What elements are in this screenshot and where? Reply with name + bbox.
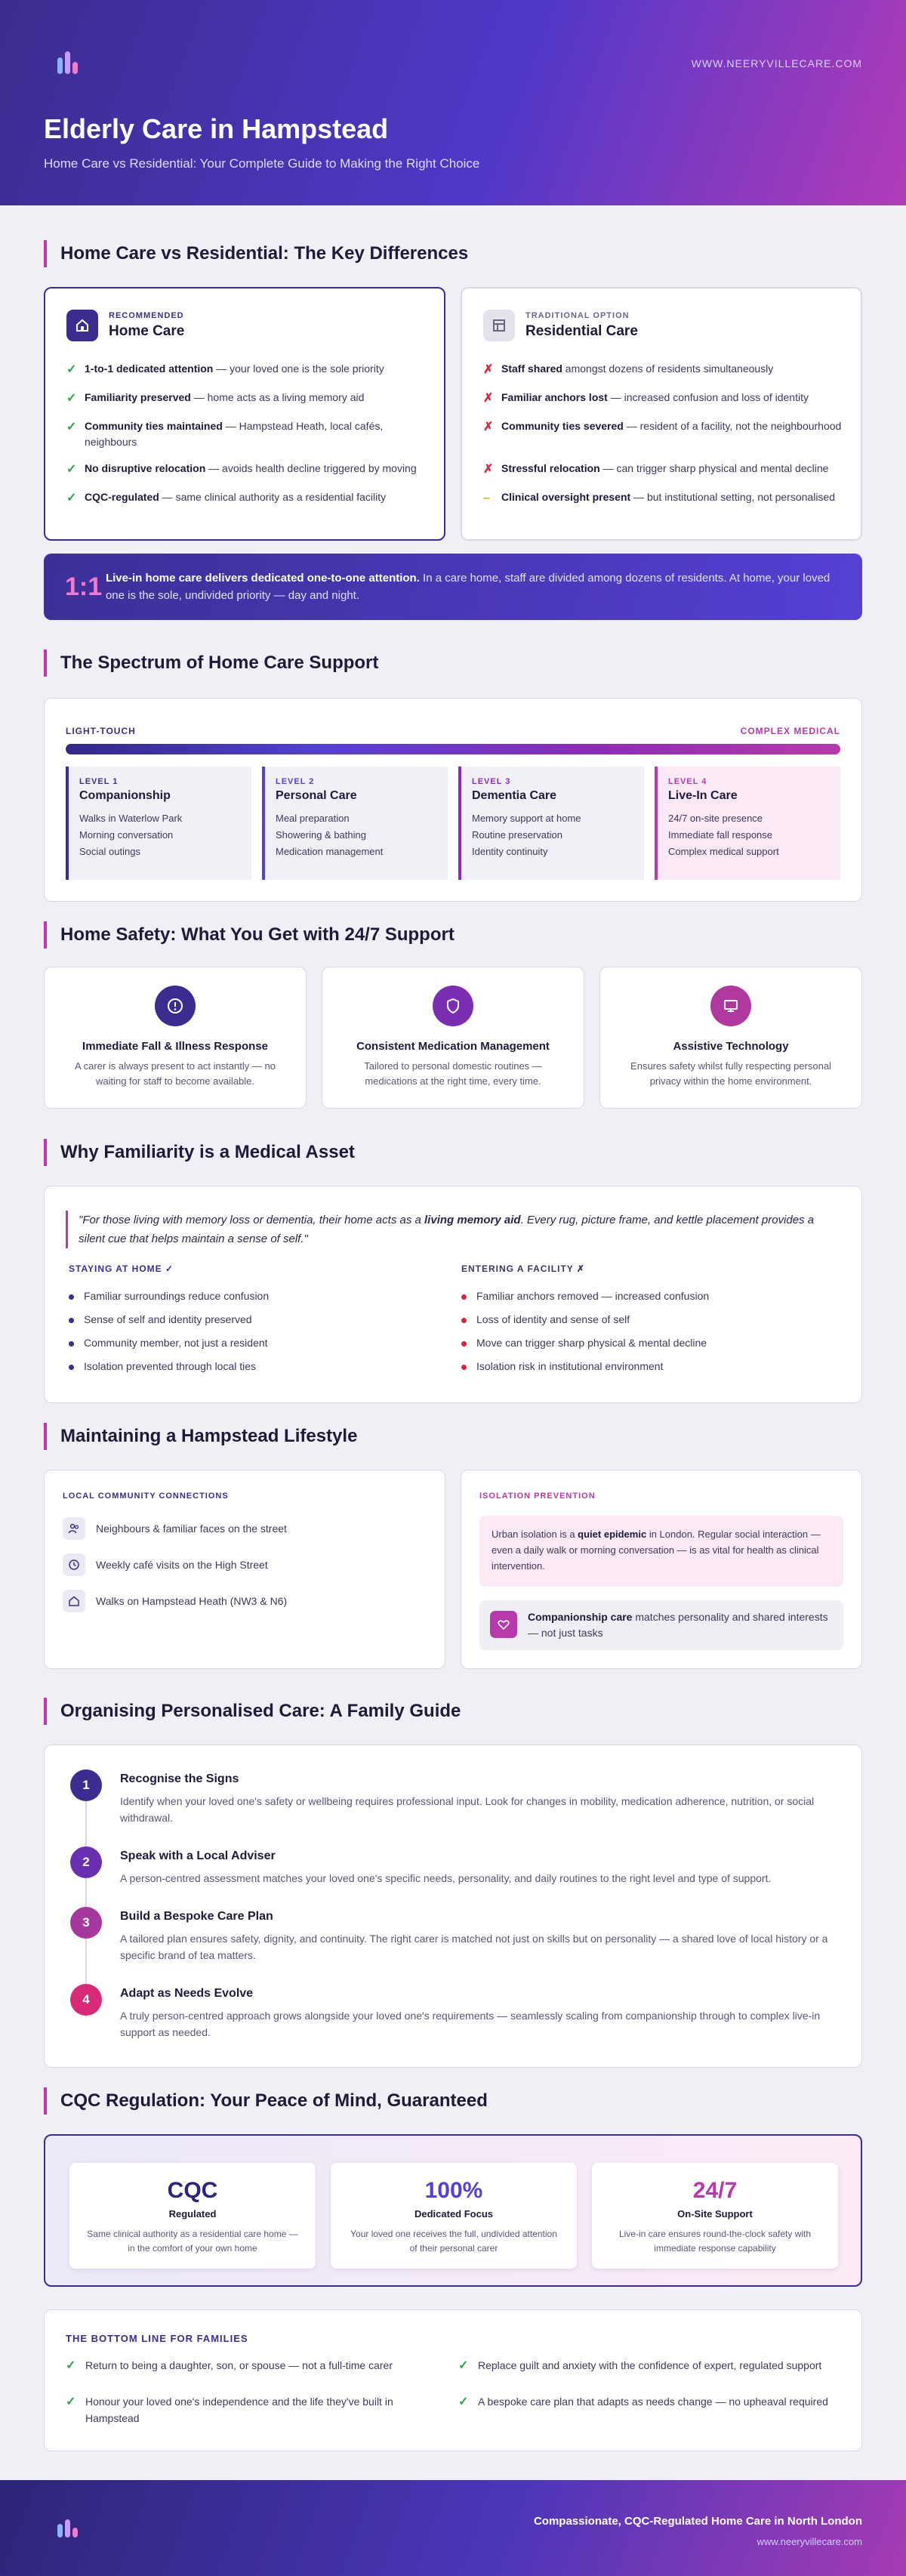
cross-icon: ✗	[483, 463, 494, 476]
list-item: Sense of self and identity preserved	[69, 1308, 269, 1331]
cross-icon: ✗	[483, 363, 494, 376]
check-icon: ✓	[66, 463, 77, 476]
footer-tagline: Compassionate, CQC-Regulated Home Care in North London	[533, 2515, 862, 2528]
residential-list	[483, 361, 843, 518]
section-title-safety: Home Safety: What You Get with 24/7 Support	[44, 921, 455, 949]
level-card-1: LEVEL 1 Companionship Walks in Waterlow Park Morning conversation Social outings	[66, 767, 251, 880]
home-care-title: Home Care	[109, 323, 185, 339]
list-item: ✓ No disruptive relocation — avoids health decline triggered by moving	[66, 462, 417, 476]
safety-card-assistive-tech: Assistive Technology Ensures safety whilst fully respecting personal privacy within the home environment.	[599, 967, 862, 1109]
residential-tag: TRADITIONAL OPTION	[525, 311, 630, 320]
page-subtitle: Home Care vs Residential: Your Complete Guide to Making the Right Choice	[44, 156, 480, 171]
step-3: 3 Build a Bespoke Care Plan A tailored plan ensures safety, dignity, and continuity. The right carer is matched not just on skills but on personality — a shared love of local history or a specific brand of tea matters.	[70, 1907, 840, 1964]
spectrum-bar	[66, 744, 840, 754]
home-care-card	[44, 287, 445, 541]
check-icon: ✓	[66, 421, 77, 433]
list-item: ✓ Return to being a daughter, son, or spouse — not a full-time carer	[66, 2357, 443, 2374]
safety-card-medication: Consistent Medication Management Tailored to personal domestic routines — medications at the right time, every time.	[322, 967, 584, 1109]
list-item: ✗ Staff shared amongst dozens of residents simultaneously	[483, 362, 774, 376]
familiarity-card	[44, 1186, 862, 1403]
list-item: Familiar surroundings reduce confusion	[69, 1285, 269, 1308]
list-item: Isolation prevented through local ties	[69, 1355, 269, 1378]
section-title-familiarity: Why Familiarity is a Medical Asset	[44, 1139, 355, 1166]
one-to-one-banner	[44, 554, 862, 620]
list-item: Isolation risk in institutional environment	[461, 1355, 709, 1378]
cross-icon: ✗	[483, 392, 494, 405]
shield-icon	[433, 986, 473, 1026]
isolation-note: Urban isolation is a quiet epidemic in London. Regular social interaction — even a daily walk or morning conversation — is as vital for health as clinical intervention.	[479, 1516, 843, 1587]
list-item: Loss of identity and sense of self	[461, 1308, 709, 1331]
cqc-card-onsite-support: 24/7 On-Site Support Live-in care ensures round-the-clock safety with immediate response capability	[592, 2163, 838, 2269]
list-item: ✗ Familiar anchors lost — increased confusion and loss of identity	[483, 391, 809, 405]
entering-facility-list	[461, 1285, 709, 1378]
staying-home-list	[69, 1285, 269, 1378]
staying-home-heading: STAYING AT HOME ✓	[69, 1263, 174, 1274]
section-title-lifestyle: Maintaining a Hampstead Lifestyle	[44, 1423, 357, 1450]
local-connections-card	[44, 1470, 445, 1669]
building-icon	[483, 310, 515, 341]
section-title-cqc: CQC Regulation: Your Peace of Mind, Guaranteed	[44, 2087, 488, 2115]
section-title-guide: Organising Personalised Care: A Family Guide	[44, 1698, 461, 1725]
step-2: 2 Speak with a Local Adviser A person-centred assessment matches your loved one's specific needs, personality, and daily routines to the right level and type of support.	[70, 1846, 840, 1886]
list-item: Neighbours & familiar faces on the street	[63, 1517, 287, 1540]
list-item: Move can trigger sharp physical & mental decline	[461, 1331, 709, 1355]
list-item: ✓ A bespoke care plan that adapts as needs change — no upheaval required	[458, 2393, 836, 2410]
level-card-3: LEVEL 3 Dementia Care Memory support at home Routine preservation Identity continuity	[458, 767, 644, 880]
people-icon	[63, 1517, 85, 1540]
section-title-spectrum: The Spectrum of Home Care Support	[44, 649, 378, 677]
site-url[interactable]: WWW.NEERYVILLECARE.COM	[691, 57, 862, 69]
check-icon: ✓	[66, 2396, 76, 2408]
list-item: ✓ CQC-regulated — same clinical authority as a residential facility	[66, 491, 387, 504]
familiarity-quote: "For those living with memory loss or dementia, their home acts as a living memory aid. Every rug, picture frame, and kettle placement provides a silent cue that helps maintain a sense of self."	[66, 1211, 840, 1248]
isolation-heading: ISOLATION PREVENTION	[479, 1492, 596, 1501]
cqc-panel	[44, 2134, 862, 2287]
home-icon	[63, 1590, 85, 1612]
home-icon	[66, 310, 98, 341]
section-title-differences: Home Care vs Residential: The Key Differences	[44, 240, 468, 267]
alert-icon	[155, 986, 196, 1026]
heart-icon	[490, 1611, 517, 1638]
ratio-figure: 1:1	[65, 572, 103, 601]
monitor-icon	[710, 986, 751, 1026]
residential-title: Residential Care	[525, 323, 638, 339]
bottom-line-card	[44, 2309, 862, 2451]
list-item: ✓ Familiarity preserved — home acts as a living memory aid	[66, 391, 365, 405]
family-guide-card	[44, 1745, 862, 2068]
list-item: ✓ 1-to-1 dedicated attention — your loved one is the sole priority	[66, 362, 384, 376]
list-item: – Clinical oversight present — but institutional setting, not personalised	[483, 491, 835, 504]
companionship-note: Companionship care matches personality and shared interests — not just tasks	[479, 1600, 843, 1650]
check-icon: ✓	[66, 492, 77, 504]
list-item: ✓ Replace guilt and anxiety with the confidence of expert, regulated support	[458, 2357, 836, 2374]
list-item: ✓ Honour your loved one's independence and the life they've built in Hampstead	[66, 2396, 393, 2424]
isolation-card	[461, 1470, 862, 1669]
home-care-tag: RECOMMENDED	[109, 311, 184, 320]
residential-care-card	[461, 287, 862, 541]
list-item: ✓ Community ties maintained — Hampstead Heath, local cafés, neighbours	[66, 420, 384, 448]
list-item: Walks on Hampstead Heath (NW3 & N6)	[63, 1590, 287, 1612]
banner-text: Live-in home care delivers dedicated one-to-one attention. In a care home, staff are divided among dozens of residents. At home, your loved one is the sole, undivided priority — day and night.	[105, 572, 830, 602]
page-title: Elderly Care in Hampstead	[44, 113, 389, 144]
footer-url[interactable]: www.neeryvillecare.com	[757, 2536, 862, 2547]
footer-logo	[54, 2510, 85, 2541]
level-card-2: LEVEL 2 Personal Care Meal preparation Showering & bathing Medication management	[262, 767, 448, 880]
cqc-card-regulated: CQC Regulated Same clinical authority as a residential care home — in the comfort of your own home	[69, 2163, 316, 2269]
brand-logo	[54, 47, 85, 77]
cross-icon: ✗	[483, 421, 494, 433]
list-item: Community member, not just a resident	[69, 1331, 269, 1355]
spectrum-right-label: COMPLEX MEDICAL	[740, 726, 840, 736]
check-icon: ✓	[458, 2359, 469, 2372]
check-icon: ✓	[458, 2396, 469, 2408]
home-care-list	[66, 361, 426, 518]
step-1: 1 Recognise the Signs Identify when your loved one's safety or wellbeing requires professional input. Look for changes in mobility, medication adherence, nutrition, or social withdrawal.	[70, 1769, 840, 1826]
safety-card-fall-response: Immediate Fall & Illness Response A carer is always present to act instantly — no waiting for staff to become available.	[44, 967, 307, 1109]
cqc-card-dedicated-focus: 100% Dedicated Focus Your loved one receives the full, undivided attention of their personal carer	[331, 2163, 577, 2269]
list-item: ✗ Stressful relocation — can trigger sharp physical and mental decline	[483, 462, 829, 476]
list-item: Weekly café visits on the High Street	[63, 1553, 268, 1576]
page-header	[0, 0, 906, 205]
warning-icon: –	[483, 492, 490, 504]
list-item: Familiar anchors removed — increased confusion	[461, 1285, 709, 1308]
page-footer	[0, 2480, 906, 2576]
list-item: ✗ Community ties severed — resident of a facility, not the neighbourhood	[483, 420, 842, 433]
check-icon: ✓	[66, 2359, 76, 2372]
check-icon: ✓	[66, 363, 77, 376]
bottom-line-heading: THE BOTTOM LINE FOR FAMILIES	[66, 2333, 248, 2344]
step-4: 4 Adapt as Needs Evolve A truly person-centred approach grows alongside your loved one's requirements — seamlessly scaling from companionship through to complex live-in support as needed.	[70, 1984, 840, 2041]
check-icon: ✓	[66, 392, 77, 405]
local-connections-heading: LOCAL COMMUNITY CONNECTIONS	[63, 1492, 229, 1501]
spectrum-left-label: LIGHT-TOUCH	[66, 726, 136, 736]
entering-facility-heading: ENTERING A FACILITY ✗	[461, 1263, 585, 1274]
clock-icon	[63, 1553, 85, 1576]
level-card-4: LEVEL 4 Live-In Care 24/7 on-site presence Immediate fall response Complex medical support	[655, 767, 840, 880]
spectrum-card	[44, 698, 862, 902]
